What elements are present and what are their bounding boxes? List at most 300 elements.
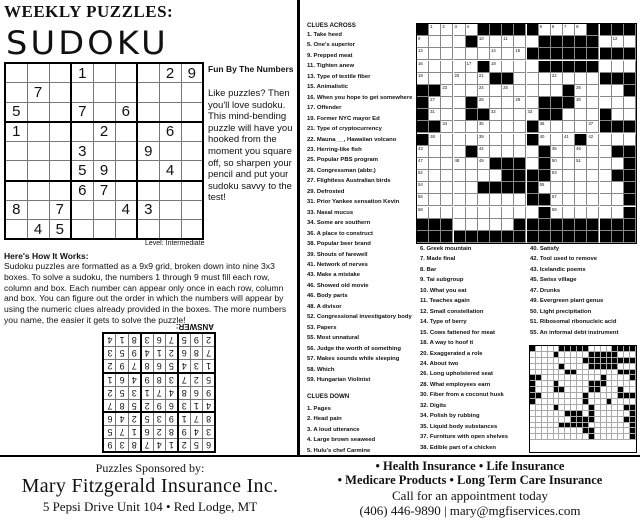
sudoku-cell[interactable] <box>27 141 49 161</box>
sudoku-cell[interactable] <box>5 63 27 83</box>
sudoku-cell[interactable] <box>49 161 71 181</box>
crossword-cell[interactable] <box>490 109 502 121</box>
crossword-cell[interactable] <box>551 170 563 182</box>
crossword-cell[interactable] <box>600 170 612 182</box>
sudoku-cell[interactable] <box>27 200 49 220</box>
crossword-cell[interactable] <box>600 97 612 109</box>
sudoku-cell[interactable] <box>181 220 203 240</box>
sudoku-cell[interactable]: 9 <box>181 63 203 83</box>
crossword-cell[interactable] <box>527 158 539 170</box>
crossword-cell[interactable] <box>490 146 502 158</box>
sudoku-cell[interactable] <box>49 63 71 83</box>
crossword-cell[interactable] <box>600 158 612 170</box>
crossword-cell[interactable] <box>417 36 429 48</box>
crossword-cell[interactable] <box>514 121 526 133</box>
crossword-cell[interactable] <box>624 36 636 48</box>
sudoku-cell[interactable] <box>27 122 49 142</box>
crossword-cell[interactable] <box>600 134 612 146</box>
crossword-cell[interactable] <box>587 170 599 182</box>
sudoku-cell[interactable] <box>137 161 159 181</box>
sudoku-cell[interactable]: 1 <box>5 122 27 142</box>
sudoku-cell[interactable] <box>137 220 159 240</box>
sudoku-cell[interactable] <box>27 102 49 122</box>
crossword-cell[interactable] <box>563 109 575 121</box>
sudoku-cell[interactable] <box>181 83 203 103</box>
crossword-cell[interactable] <box>600 194 612 206</box>
sudoku-cell[interactable] <box>159 83 181 103</box>
crossword-cell[interactable] <box>490 134 502 146</box>
crossword-cell[interactable] <box>454 170 466 182</box>
crossword-cell[interactable] <box>454 146 466 158</box>
crossword-cell[interactable] <box>454 121 466 133</box>
sudoku-cell[interactable]: 9 <box>137 141 159 161</box>
sudoku-cell[interactable] <box>159 141 181 161</box>
crossword-cell[interactable] <box>466 61 478 73</box>
crossword-cell[interactable] <box>551 134 563 146</box>
crossword-cell[interactable] <box>429 194 441 206</box>
crossword-cell[interactable] <box>624 134 636 146</box>
sudoku-cell[interactable] <box>181 102 203 122</box>
sudoku-cell[interactable] <box>93 220 115 240</box>
crossword-cell[interactable] <box>600 85 612 97</box>
crossword-cell[interactable] <box>454 61 466 73</box>
crossword-cell[interactable] <box>527 97 539 109</box>
crossword-cell[interactable] <box>600 146 612 158</box>
sudoku-cell[interactable]: 2 <box>93 122 115 142</box>
crossword-cell[interactable] <box>563 170 575 182</box>
crossword-cell[interactable] <box>502 61 514 73</box>
crossword-cell[interactable] <box>514 85 526 97</box>
sudoku-cell[interactable]: 6 <box>71 181 93 201</box>
sudoku-cell[interactable] <box>71 220 93 240</box>
crossword-cell[interactable] <box>527 73 539 85</box>
crossword-cell[interactable] <box>429 24 441 36</box>
sudoku-cell[interactable] <box>115 220 137 240</box>
crossword-cell[interactable] <box>490 194 502 206</box>
sudoku-cell[interactable] <box>115 83 137 103</box>
crossword-cell[interactable] <box>502 109 514 121</box>
crossword-cell[interactable] <box>575 97 587 109</box>
sudoku-cell[interactable] <box>5 83 27 103</box>
crossword-cell[interactable] <box>587 182 599 194</box>
sudoku-cell[interactable] <box>137 102 159 122</box>
contact-info[interactable]: (406) 446-9890 | mary@mgfiservices.com <box>359 503 581 518</box>
crossword-cell[interactable] <box>417 158 429 170</box>
crossword-cell[interactable] <box>514 109 526 121</box>
crossword-grid[interactable] <box>416 23 637 244</box>
clue-item: 50. Light precipitation <box>530 308 592 315</box>
crossword-cell[interactable] <box>575 194 587 206</box>
crossword-cell[interactable] <box>454 207 466 219</box>
crossword-cell[interactable] <box>478 73 490 85</box>
sudoku-cell[interactable]: 4 <box>115 200 137 220</box>
crossword-cell[interactable] <box>490 61 502 73</box>
crossword-cell[interactable] <box>551 207 563 219</box>
crossword-cell[interactable] <box>429 182 441 194</box>
crossword-cell[interactable] <box>466 158 478 170</box>
crossword-cell[interactable] <box>466 85 478 97</box>
crossword-cell[interactable] <box>514 73 526 85</box>
crossword-cell[interactable] <box>575 73 587 85</box>
crossword-cell[interactable] <box>417 182 429 194</box>
crossword-cell[interactable] <box>502 194 514 206</box>
crossword-cell[interactable] <box>441 182 453 194</box>
crossword-cell[interactable] <box>563 158 575 170</box>
crossword-cell[interactable] <box>466 48 478 60</box>
crossword-cell[interactable] <box>551 73 563 85</box>
sudoku-cell[interactable]: 2 <box>159 63 181 83</box>
crossword-cell[interactable] <box>454 219 466 231</box>
sudoku-cell: 3 <box>190 360 202 373</box>
crossword-cell[interactable] <box>441 109 453 121</box>
crossword-cell[interactable] <box>429 48 441 60</box>
sudoku-cell[interactable]: 8 <box>5 200 27 220</box>
sudoku-cell[interactable] <box>137 83 159 103</box>
sudoku-title: SUDOKU <box>6 24 169 62</box>
sudoku-cell[interactable]: 7 <box>49 200 71 220</box>
crossword-cell[interactable] <box>429 109 441 121</box>
crossword-cell[interactable] <box>502 219 514 231</box>
crossword-cell[interactable] <box>575 182 587 194</box>
clue-item: 55. An informal debt instrument <box>530 329 619 336</box>
crossword-cell[interactable] <box>551 182 563 194</box>
crossword-cell[interactable] <box>441 73 453 85</box>
sudoku-cell[interactable]: 1 <box>71 63 93 83</box>
crossword-cell[interactable] <box>441 97 453 109</box>
clue-item: 48. A divisor <box>307 303 342 310</box>
crossword-cell[interactable] <box>612 97 624 109</box>
crossword-cell[interactable] <box>478 36 490 48</box>
crossword-cell[interactable] <box>478 146 490 158</box>
crossword-cell[interactable] <box>441 61 453 73</box>
sudoku-cell[interactable] <box>93 63 115 83</box>
crossword-cell[interactable] <box>502 97 514 109</box>
sudoku-cell[interactable] <box>181 161 203 181</box>
crossword-cell[interactable] <box>417 48 429 60</box>
crossword-cell[interactable] <box>502 207 514 219</box>
crossword-cell[interactable] <box>417 194 429 206</box>
crossword-cell[interactable] <box>429 61 441 73</box>
sudoku-cell[interactable]: 5 <box>5 102 27 122</box>
crossword-cell[interactable] <box>478 97 490 109</box>
sudoku-cell[interactable] <box>49 102 71 122</box>
sudoku-cell[interactable] <box>27 161 49 181</box>
crossword-cell[interactable] <box>478 170 490 182</box>
crossword-cell[interactable] <box>454 73 466 85</box>
crossword-cell[interactable] <box>441 36 453 48</box>
sudoku-cell[interactable] <box>115 161 137 181</box>
sudoku-cell[interactable] <box>93 83 115 103</box>
crossword-cell[interactable] <box>490 97 502 109</box>
sudoku-cell[interactable] <box>93 141 115 161</box>
crossword-cell[interactable] <box>478 85 490 97</box>
crossword-cell[interactable] <box>575 85 587 97</box>
crossword-cell[interactable] <box>454 85 466 97</box>
crossword-cell[interactable] <box>587 73 599 85</box>
crossword-cell[interactable] <box>612 134 624 146</box>
crossword-cell[interactable] <box>429 97 441 109</box>
crossword-cell[interactable] <box>587 121 599 133</box>
crossword-cell[interactable] <box>612 36 624 48</box>
crossword-cell[interactable] <box>441 158 453 170</box>
crossword-cell[interactable] <box>502 146 514 158</box>
crossword-cell[interactable] <box>587 134 599 146</box>
crossword-cell[interactable] <box>441 170 453 182</box>
crossword-cell[interactable] <box>612 182 624 194</box>
crossword-cell[interactable] <box>454 36 466 48</box>
crossword-cell[interactable] <box>539 134 551 146</box>
sudoku-cell[interactable]: 5 <box>49 220 71 240</box>
crossword-cell[interactable] <box>612 194 624 206</box>
crossword-cell[interactable] <box>466 207 478 219</box>
crossword-cell[interactable] <box>429 36 441 48</box>
sudoku-cell[interactable] <box>5 181 27 201</box>
crossword-cell[interactable] <box>600 61 612 73</box>
crossword-cell[interactable] <box>612 109 624 121</box>
crossword-cell[interactable] <box>563 73 575 85</box>
crossword-cell[interactable] <box>587 85 599 97</box>
sudoku-cell[interactable] <box>115 63 137 83</box>
crossword-cell[interactable] <box>454 194 466 206</box>
crossword-cell[interactable] <box>441 85 453 97</box>
sudoku-cell[interactable]: 3 <box>137 200 159 220</box>
crossword-cell[interactable] <box>417 61 429 73</box>
sudoku-cell[interactable] <box>159 181 181 201</box>
crossword-cell[interactable] <box>612 61 624 73</box>
crossword-cell[interactable] <box>563 146 575 158</box>
crossword-cell[interactable] <box>417 207 429 219</box>
crossword-cell[interactable] <box>490 207 502 219</box>
sudoku-cell[interactable] <box>5 220 27 240</box>
crossword-cell[interactable] <box>612 85 624 97</box>
crossword-cell[interactable] <box>441 194 453 206</box>
crossword-cell[interactable] <box>575 146 587 158</box>
crossword-cell[interactable] <box>563 24 575 36</box>
sudoku-grid[interactable] <box>4 62 204 240</box>
sudoku-cell[interactable] <box>49 83 71 103</box>
crossword-cell[interactable] <box>587 109 599 121</box>
clue-number: 44 <box>478 145 484 151</box>
crossword-cell[interactable] <box>466 134 478 146</box>
crossword-cell[interactable] <box>502 85 514 97</box>
crossword-cell[interactable] <box>478 207 490 219</box>
crossword-cell[interactable] <box>441 48 453 60</box>
crossword-cell[interactable] <box>466 121 478 133</box>
crossword-cell[interactable] <box>612 158 624 170</box>
crossword-cell[interactable] <box>551 121 563 133</box>
sudoku-cell[interactable] <box>159 200 181 220</box>
sudoku-cell[interactable] <box>5 141 27 161</box>
crossword-cell[interactable] <box>527 146 539 158</box>
crossword-cell[interactable] <box>587 194 599 206</box>
crossword-cell[interactable] <box>478 219 490 231</box>
sudoku-cell[interactable]: 7 <box>93 181 115 201</box>
crossword-cell[interactable] <box>454 158 466 170</box>
crossword-cell[interactable] <box>575 109 587 121</box>
crossword-cell[interactable] <box>429 146 441 158</box>
crossword-cell[interactable] <box>502 36 514 48</box>
sudoku-cell[interactable]: 7 <box>71 102 93 122</box>
sudoku-cell[interactable] <box>137 63 159 83</box>
sudoku-cell[interactable]: 7 <box>27 83 49 103</box>
crossword-cell[interactable] <box>587 97 599 109</box>
sudoku-cell[interactable] <box>27 63 49 83</box>
crossword-cell[interactable] <box>575 170 587 182</box>
sudoku-cell[interactable] <box>49 181 71 201</box>
crossword-cell[interactable] <box>527 85 539 97</box>
crossword-cell[interactable] <box>466 194 478 206</box>
crossword-cell[interactable] <box>551 24 563 36</box>
crossword-cell[interactable] <box>490 36 502 48</box>
crossword-block <box>502 170 514 182</box>
crossword-cell[interactable] <box>441 134 453 146</box>
sudoku-cell[interactable]: 5 <box>71 161 93 181</box>
crossword-cell[interactable] <box>466 73 478 85</box>
crossword-cell[interactable] <box>454 97 466 109</box>
crossword-cell[interactable] <box>539 121 551 133</box>
crossword-cell[interactable] <box>490 48 502 60</box>
sudoku-cell[interactable] <box>115 181 137 201</box>
crossword-cell[interactable] <box>514 36 526 48</box>
crossword-cell[interactable] <box>539 182 551 194</box>
crossword-cell[interactable] <box>600 36 612 48</box>
crossword-cell[interactable] <box>490 121 502 133</box>
crossword-block <box>624 48 636 60</box>
crossword-cell[interactable] <box>587 158 599 170</box>
crossword-cell[interactable] <box>551 158 563 170</box>
crossword-cell[interactable] <box>429 134 441 146</box>
crossword-cell[interactable] <box>575 158 587 170</box>
crossword-cell[interactable] <box>502 121 514 133</box>
crossword-cell[interactable] <box>417 170 429 182</box>
crossword-cell[interactable] <box>563 134 575 146</box>
crossword-cell[interactable] <box>551 146 563 158</box>
crossword-cell[interactable] <box>514 48 526 60</box>
crossword-cell[interactable] <box>551 194 563 206</box>
crossword-cell[interactable] <box>527 36 539 48</box>
crossword-cell[interactable] <box>429 73 441 85</box>
crossword-cell[interactable] <box>514 134 526 146</box>
crossword-cell[interactable] <box>527 61 539 73</box>
sudoku-cell[interactable]: 4 <box>27 220 49 240</box>
sudoku-cell[interactable] <box>181 181 203 201</box>
crossword-cell[interactable] <box>600 182 612 194</box>
sudoku-cell[interactable]: 6 <box>159 122 181 142</box>
crossword-cell[interactable] <box>539 73 551 85</box>
sudoku-cell[interactable] <box>115 122 137 142</box>
crossword-cell[interactable] <box>441 207 453 219</box>
crossword-cell[interactable] <box>454 24 466 36</box>
sudoku-cell[interactable] <box>49 122 71 142</box>
crossword-cell[interactable] <box>441 121 453 133</box>
crossword-cell[interactable] <box>514 207 526 219</box>
sudoku-cell[interactable] <box>49 141 71 161</box>
crossword-cell[interactable] <box>587 146 599 158</box>
crossword-cell[interactable] <box>502 48 514 60</box>
sudoku-cell[interactable] <box>5 161 27 181</box>
crossword-cell[interactable] <box>527 207 539 219</box>
crossword-cell[interactable] <box>454 134 466 146</box>
crossword-cell[interactable] <box>624 97 636 109</box>
sudoku-cell[interactable] <box>181 200 203 220</box>
crossword-cell[interactable] <box>514 146 526 158</box>
crossword-cell[interactable] <box>429 207 441 219</box>
crossword-cell[interactable] <box>466 219 478 231</box>
sudoku-cell[interactable] <box>115 141 137 161</box>
crossword-cell[interactable] <box>514 97 526 109</box>
crossword-cell[interactable] <box>563 121 575 133</box>
crossword-cell[interactable] <box>466 24 478 36</box>
crossword-cell[interactable] <box>429 170 441 182</box>
sudoku-cell[interactable] <box>27 181 49 201</box>
crossword-cell[interactable] <box>478 134 490 146</box>
crossword-cell[interactable] <box>429 158 441 170</box>
crossword-cell[interactable] <box>478 48 490 60</box>
sudoku-cell[interactable] <box>71 122 93 142</box>
crossword-cell[interactable] <box>539 85 551 97</box>
crossword-cell[interactable] <box>539 24 551 36</box>
sudoku-cell[interactable]: 3 <box>71 141 93 161</box>
crossword-cell[interactable] <box>551 85 563 97</box>
sudoku-cell[interactable] <box>71 200 93 220</box>
sudoku-cell[interactable] <box>159 220 181 240</box>
crossword-cell[interactable] <box>454 182 466 194</box>
crossword-cell[interactable] <box>417 146 429 158</box>
sudoku-cell[interactable] <box>181 122 203 142</box>
crossword-cell[interactable] <box>527 109 539 121</box>
crossword-cell[interactable] <box>612 207 624 219</box>
sudoku-cell[interactable] <box>181 141 203 161</box>
sudoku-cell[interactable] <box>137 181 159 201</box>
crossword-cell[interactable] <box>575 207 587 219</box>
clue-number: 8 <box>576 24 579 29</box>
sudoku-cell[interactable] <box>93 200 115 220</box>
sudoku-cell[interactable]: 6 <box>115 102 137 122</box>
crossword-cell[interactable] <box>514 194 526 206</box>
sudoku-cell[interactable] <box>137 122 159 142</box>
crossword-cell[interactable] <box>490 219 502 231</box>
crossword-cell[interactable] <box>563 194 575 206</box>
sudoku-cell[interactable] <box>93 102 115 122</box>
crossword-cell[interactable] <box>454 48 466 60</box>
crossword-cell[interactable] <box>514 61 526 73</box>
crossword-cell[interactable] <box>490 85 502 97</box>
sudoku-cell[interactable]: 9 <box>93 161 115 181</box>
crossword-cell[interactable] <box>490 170 502 182</box>
crossword-cell[interactable] <box>502 134 514 146</box>
sudoku-cell[interactable] <box>159 102 181 122</box>
crossword-cell[interactable] <box>600 207 612 219</box>
crossword-cell[interactable] <box>454 109 466 121</box>
crossword-cell[interactable] <box>466 170 478 182</box>
crossword-cell[interactable] <box>478 121 490 133</box>
crossword-cell[interactable] <box>466 182 478 194</box>
crossword-cell[interactable] <box>575 121 587 133</box>
sudoku-cell[interactable]: 4 <box>159 161 181 181</box>
crossword-cell[interactable] <box>478 194 490 206</box>
crossword-cell[interactable] <box>441 146 453 158</box>
crossword-cell[interactable] <box>441 24 453 36</box>
crossword-cell[interactable] <box>587 207 599 219</box>
crossword-cell[interactable] <box>624 109 636 121</box>
crossword-cell[interactable] <box>575 24 587 36</box>
sudoku-cell[interactable] <box>71 83 93 103</box>
crossword-cell[interactable] <box>478 158 490 170</box>
crossword-cell[interactable] <box>417 73 429 85</box>
crossword-cell[interactable] <box>563 182 575 194</box>
crossword-cell[interactable] <box>563 207 575 219</box>
crossword-cell[interactable] <box>624 61 636 73</box>
